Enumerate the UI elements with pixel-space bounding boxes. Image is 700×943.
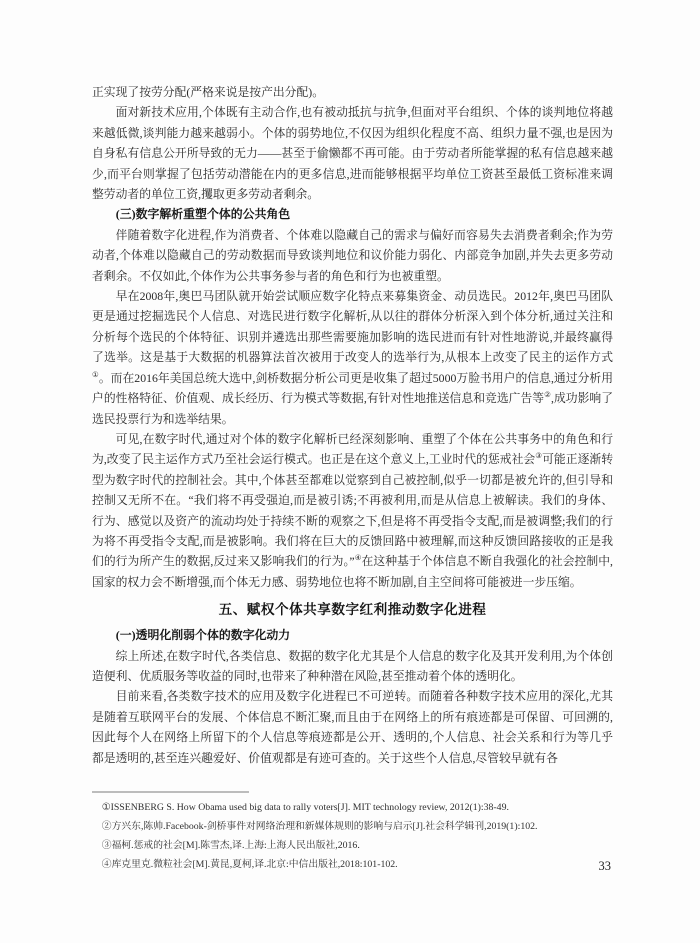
- paragraph: 综上所述,在数字时代,各类信息、数据的数字化尤其是个人信息的数字化及其开发利用,为个体创造便利、优质服务等收益的同时,也带来了种种潜在风险,甚至推动着个体的透明化。: [92, 648, 613, 683]
- paragraph-text: 。而在2016年美国总统大选中,剑桥数据分析公司更是收集了超过5000万脸书用户的信息,通过分析用户的性格特征、价值观、成长经历、行为模式等数据,有针对性地推送信息和竞选广告等: [92, 370, 614, 406]
- footnote-item: ④库克里克.微粒社会[M].黄昆,夏柯,译.北京:中信出版社,2018:101-102.: [101, 858, 398, 870]
- footnote-item: ③福柯.惩戒的社会[M].陈雪杰,译.上海:上海人民出版社,2016.: [101, 839, 360, 851]
- page-number: 33: [598, 859, 611, 873]
- paragraph: 伴随着数字化进程,作为消费者、个体难以隐藏自己的需求与偏好而容易失去消费者剩余;作为劳动者,个体难以隐藏自己的劳动数据而导致谈判地位和议价能力弱化、内部竞争加剧,并失去更多劳动者剩余。不仅如此,个体作为公共事务参与者的角色和行为也被重塑。: [92, 227, 613, 283]
- paragraph-text: 可见,在数字时代,通过对个体的数字化解析已经深刻影响、重塑了个体在公共事务中的角色和行为,改变了民主运作方式乃至社会运行模式。也正是在这个意义上,工业时代的惩戒社会: [92, 431, 613, 467]
- paragraph: 面对新技术应用,个体既有主动合作,也有被动抵抗与抗争,但面对平台组织、个体的谈判地位将越来越低微,谈判能力越来越弱小。个体的弱势地位,不仅因为组织化程度不高、组织力量不强,也是因为自身私有信息公开所导致的无力——甚至于偷懒都不再可能。由于劳动者所能掌握的私有信息越来越少,而平台则掌握了包括劳动潜能在内的更多信息,进而能够根据平均单位工资甚至最低工资标准来调整劳动者的单位工资,攫取更多劳动者剩余。: [92, 105, 613, 202]
- subsection-heading-transparency: (一)透明化削弱个体的数字化动力: [115, 628, 291, 643]
- section-heading-five: 五、赋权个体共享数字红利推动数字化进程: [218, 602, 487, 618]
- footnote-divider: [92, 791, 249, 793]
- footnote-item: ②方兴东,陈帅.Facebook-剑桥事件对网络治理和新媒体规则的影响与启示[J].社会科学辑刊,2019(1):102.: [101, 820, 538, 832]
- paragraph-continuation: 正实现了按劳分配(严格来说是按产出分配)。: [92, 85, 324, 99]
- footnote-ref-4: ④: [354, 553, 362, 563]
- paragraph-text: ,成功影响了选民投票行为和选举结果。: [92, 391, 614, 426]
- footnote-ref-1: ①: [92, 369, 99, 379]
- paragraph: 目前来看,各类数字技术的应用及数字化进程已不可逆转。而随着各种数字技术应用的深化,尤其是随着互联网平台的发展、个体信息不断汇聚,而且由于在网络上的所有痕迹都是可保留、可回溯的,因此每个人在网络上所留下的个人信息等痕迹都是公开、透明的,个人信息、社会关系和行为等几乎都是透明的,甚至连兴趣爱好、价值观都是有迹可查的。关于这些个人信息,尽管较早就有各: [92, 689, 613, 765]
- paragraph-text: 早在2008年,奥巴马团队就开始尝试顺应数字化特点来募集资金、动员选民。2012年,奥巴马团队更是通过挖掘选民个人信息、对选民进行数字化解析,从以往的群体分析深入到个体分析,通过关注和分析每个选民的个体特征、识别并遴选出那些需要施加影响的选民进而有针对性地游说,并最终赢得了选举。这是基于大数据的机器算法首次被用于改变人的选举行为,从根本上改变了民主的运作方式: [92, 289, 613, 365]
- footnote-ref-3: ③: [535, 451, 543, 461]
- subsection-heading-digital-analysis: (三)数字解析重塑个体的公共角色: [115, 207, 291, 222]
- paragraph: [92, 286, 613, 429]
- body-text: [92, 82, 613, 768]
- footnote-ref-2: ②: [544, 390, 551, 400]
- footnotes-block: [92, 791, 613, 875]
- paragraph-text: 可能正逐渐转型为数字时代的控制社会。其中,个体甚至都难以觉察到自己被控制,似乎一切都是被允许的,但引导和控制又无所不在。“我们将不再受强迫,而是被引诱;不再被利用,而是从信息上被解读。我们的身体、行为、感觉以及资产的流动均处于持续不断的观察之下,但是将不再受指令支配,而是被调整;我们的行为将不再受指令支配,而是被影响。我们将在巨大的反馈回路中被理解,而这种反馈回路接收的正是我们的行为所产生的数据,反过来又影响我们的行为。”: [92, 452, 614, 569]
- paragraph: [92, 429, 613, 592]
- paragraph-text: 在这种基于个体信息不断自我强化的社会控制中,国家的权力会不断增强,而个体无力感、弱势地位也将不断加剧,自主空间将可能被进一步压缩。: [92, 554, 613, 589]
- footnote-item: ①ISSENBERG S. How Obama used big data to rally voters[J]. MIT technology review, 2012(1):38-49.: [101, 802, 509, 813]
